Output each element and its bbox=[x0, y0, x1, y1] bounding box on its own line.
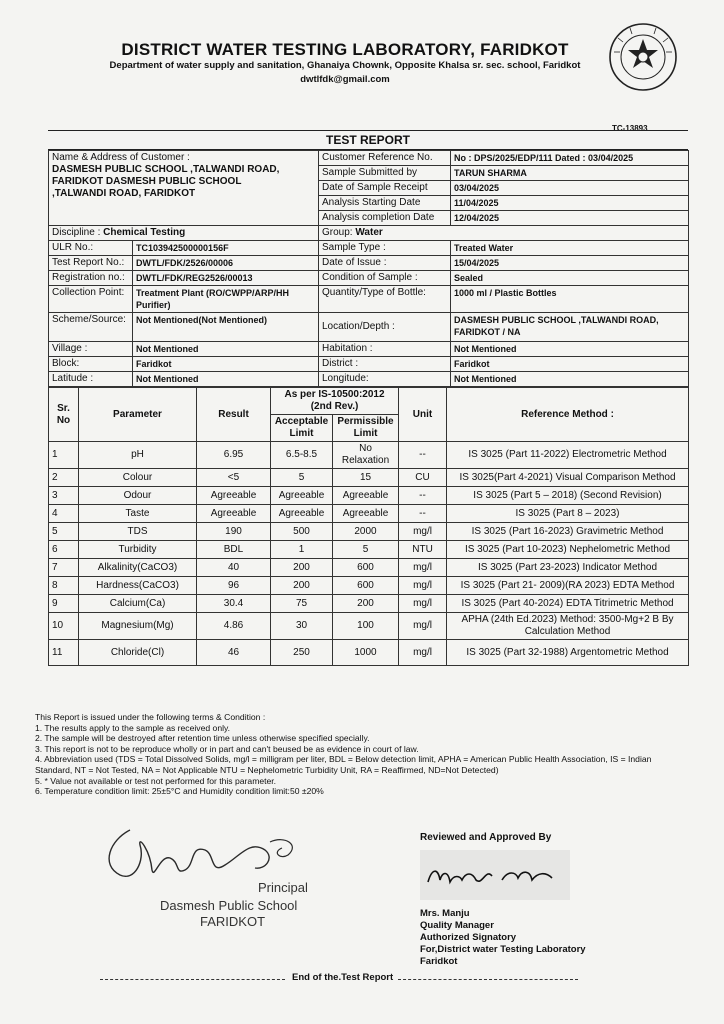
parameters-table bbox=[48, 387, 689, 666]
customer-value: DASMESH PUBLIC SCHOOL ,TALWANDI ROAD, FARIDKOT DASMESH PUBLIC SCHOOL ,TALWANDI ROAD, FARIDKOT bbox=[52, 164, 280, 199]
unit-cell: mg/l bbox=[399, 613, 447, 640]
result-header: Result bbox=[197, 388, 271, 442]
parameters-body bbox=[49, 442, 689, 666]
sr-cell: 1 bbox=[49, 442, 79, 469]
terms-conditions bbox=[35, 712, 675, 797]
parameter-row bbox=[49, 487, 689, 505]
parameter-row bbox=[49, 595, 689, 613]
acceptable-cell: 200 bbox=[271, 559, 333, 577]
registration-value: DWTL/FDK/REG2526/00013 bbox=[133, 271, 319, 286]
parameter-row bbox=[49, 577, 689, 595]
acceptable-cell: 500 bbox=[271, 523, 333, 541]
acceptable-cell: 30 bbox=[271, 613, 333, 640]
reference-cell: IS 3025 (Part 40-2024) EDTA Titrimetric Method bbox=[447, 595, 689, 613]
latitude-label: Latitude : bbox=[49, 372, 133, 387]
group-value: Water bbox=[355, 227, 383, 238]
lab-department: Department of water supply and sanitation, Ghanaiya Chownk, Opposite Khalsa sr. sec. school, Faridkot bbox=[109, 60, 581, 71]
reviewer-signature-block bbox=[420, 832, 660, 967]
quantity-value: 1000 ml / Plastic Bottles bbox=[451, 286, 689, 313]
permissible-cell: 15 bbox=[333, 469, 399, 487]
date-receipt-label: Date of Sample Receipt bbox=[319, 181, 451, 196]
parameter-row bbox=[49, 559, 689, 577]
reviewer-authority: Authorized Signatory bbox=[420, 932, 517, 943]
parameter-cell: Colour bbox=[79, 469, 197, 487]
permissible-cell: Agreeable bbox=[333, 505, 399, 523]
customer-label: Name & Address of Customer : bbox=[52, 152, 190, 163]
terms-line: 6. Temperature condition limit: 25±5°C and Humidity condition limit:50 ±20% bbox=[35, 786, 324, 797]
customer-info-table bbox=[48, 150, 689, 387]
longitude-value: Not Mentioned bbox=[451, 372, 689, 387]
terms-line: 4. Abbreviation used (TDS = Total Dissolved Solids, mg/l = milligram per liter, BDL = Below detection limit, APHA = American Public Health Association, IS = Indian Standard, NT = Not Tested, NA = Not Applicable NTU = Nephelometric Turbidity Unit, RA = Reaffirmed, ND=Not Detected) bbox=[35, 754, 652, 775]
district-label: District : bbox=[319, 357, 451, 372]
habitation-label: Habitation : bbox=[319, 342, 451, 357]
unit-cell: mg/l bbox=[399, 577, 447, 595]
result-cell: 30.4 bbox=[197, 595, 271, 613]
group-label: Group: bbox=[322, 227, 353, 238]
unit-header: Unit bbox=[399, 388, 447, 442]
date-issue-value: 15/04/2025 bbox=[451, 256, 689, 271]
analysis-completion-label: Analysis completion Date bbox=[319, 211, 451, 226]
permissible-cell: Agreeable bbox=[333, 487, 399, 505]
parameter-cell: Magnesium(Mg) bbox=[79, 613, 197, 640]
sr-cell: 2 bbox=[49, 469, 79, 487]
unit-cell: -- bbox=[399, 442, 447, 469]
principal-school: Dasmesh Public School bbox=[160, 898, 298, 913]
quantity-label: Quantity/Type of Bottle: bbox=[319, 286, 451, 313]
test-report-label: Test Report No.: bbox=[49, 256, 133, 271]
result-cell: BDL bbox=[197, 541, 271, 559]
parameter-row bbox=[49, 640, 689, 666]
acceptable-cell: 250 bbox=[271, 640, 333, 666]
permissible-cell: 200 bbox=[333, 595, 399, 613]
sample-submitted-value: TARUN SHARMA bbox=[451, 166, 689, 181]
reviewer-org: For,District water Testing Laboratory bbox=[420, 944, 586, 955]
customer-cell bbox=[49, 151, 319, 226]
result-cell: Agreeable bbox=[197, 487, 271, 505]
acceptable-cell: 1 bbox=[271, 541, 333, 559]
parameter-header: Parameter bbox=[79, 388, 197, 442]
village-label: Village : bbox=[49, 342, 133, 357]
unit-cell: mg/l bbox=[399, 640, 447, 666]
condition-value: Sealed bbox=[451, 271, 689, 286]
sample-type-value: Treated Water bbox=[451, 241, 689, 256]
permissible-cell: 600 bbox=[333, 577, 399, 595]
analysis-completion-value: 12/04/2025 bbox=[451, 211, 689, 226]
parameter-cell: Taste bbox=[79, 505, 197, 523]
scheme-value: Not Mentioned(Not Mentioned) bbox=[133, 313, 319, 342]
acceptable-cell: Agreeable bbox=[271, 487, 333, 505]
unit-cell: CU bbox=[399, 469, 447, 487]
reference-header: Reference Method : bbox=[447, 388, 689, 442]
reference-cell: IS 3025 (Part 10-2023) Nephelometric Method bbox=[447, 541, 689, 559]
reference-cell: IS 3025 (Part 23-2023) Indicator Method bbox=[447, 559, 689, 577]
reviewer-name: Mrs. Manju bbox=[420, 908, 470, 919]
sr-cell: 11 bbox=[49, 640, 79, 666]
discipline-cell bbox=[49, 226, 319, 241]
permissible-cell: 100 bbox=[333, 613, 399, 640]
longitude-label: Longitude: bbox=[319, 372, 451, 387]
reviewer-place: Faridkot bbox=[420, 956, 458, 967]
lab-email: dwtlfdk@gmail.com bbox=[300, 74, 390, 85]
reference-cell: IS 3025 (Part 5 – 2018) (Second Revision) bbox=[447, 487, 689, 505]
discipline-label: Discipline : bbox=[52, 227, 101, 238]
date-issue-label: Date of Issue : bbox=[319, 256, 451, 271]
location-label: Location/Depth : bbox=[319, 313, 451, 342]
collection-label: Collection Point: bbox=[49, 286, 133, 313]
footer-divider-right bbox=[398, 979, 578, 980]
principal-city: FARIDKOT bbox=[200, 914, 266, 929]
report-footer bbox=[100, 972, 580, 986]
result-cell: 4.86 bbox=[197, 613, 271, 640]
acceptable-cell: Agreeable bbox=[271, 505, 333, 523]
parameter-cell: Calcium(Ca) bbox=[79, 595, 197, 613]
tc-number: TC-13893 bbox=[612, 124, 648, 133]
reviewer-details bbox=[420, 908, 586, 968]
parameter-cell: Hardness(CaCO3) bbox=[79, 577, 197, 595]
condition-label: Condition of Sample : bbox=[319, 271, 451, 286]
principal-signature-block bbox=[80, 820, 350, 950]
parameter-cell: TDS bbox=[79, 523, 197, 541]
reference-cell: IS 3025 (Part 32-1988) Argentometric Method bbox=[447, 640, 689, 666]
sr-cell: 3 bbox=[49, 487, 79, 505]
sample-submitted-label: Sample Submitted by bbox=[319, 166, 451, 181]
test-report-value: DWTL/FDK/2526/00006 bbox=[133, 256, 319, 271]
sr-cell: 4 bbox=[49, 505, 79, 523]
lab-seal-icon bbox=[608, 22, 678, 92]
result-cell: 96 bbox=[197, 577, 271, 595]
scheme-label: Scheme/Source: bbox=[49, 313, 133, 342]
location-value: DASMESH PUBLIC SCHOOL ,TALWANDI ROAD, FARIDKOT / NA bbox=[451, 313, 689, 342]
analysis-start-label: Analysis Starting Date bbox=[319, 196, 451, 211]
terms-line: 1. The results apply to the sample as received only. bbox=[35, 722, 231, 733]
unit-cell: mg/l bbox=[399, 595, 447, 613]
unit-cell: -- bbox=[399, 505, 447, 523]
sample-type-label: Sample Type : bbox=[319, 241, 451, 256]
result-cell: 190 bbox=[197, 523, 271, 541]
parameter-cell: Alkalinity(CaCO3) bbox=[79, 559, 197, 577]
reference-cell: IS 3025 (Part 16-2023) Gravimetric Method bbox=[447, 523, 689, 541]
result-cell: Agreeable bbox=[197, 505, 271, 523]
analysis-start-value: 11/04/2025 bbox=[451, 196, 689, 211]
collection-value: Treatment Plant (RO/CWPP/ARP/HH Purifier) bbox=[133, 286, 319, 313]
reference-cell: IS 3025(Part 4-2021) Visual Comparison Method bbox=[447, 469, 689, 487]
acceptable-header: Acceptable Limit bbox=[271, 415, 333, 442]
reference-cell: APHA (24th Ed.2023) Method: 3500-Mg+2 B By Calculation Method bbox=[447, 613, 689, 640]
parameter-row bbox=[49, 469, 689, 487]
ulr-value: TC103942500000156F bbox=[133, 241, 319, 256]
permissible-cell: 600 bbox=[333, 559, 399, 577]
reviewed-label: Reviewed and Approved By bbox=[420, 832, 552, 843]
principal-role: Principal bbox=[258, 880, 308, 895]
customer-ref-label: Customer Reference No. bbox=[319, 151, 451, 166]
parameter-cell: Odour bbox=[79, 487, 197, 505]
result-cell: 46 bbox=[197, 640, 271, 666]
terms-line: 2. The sample will be destroyed after retention time unless otherwise specified specially. bbox=[35, 733, 370, 744]
footer-divider-left bbox=[100, 979, 285, 980]
sr-cell: 5 bbox=[49, 523, 79, 541]
reviewer-signature-icon bbox=[420, 850, 570, 900]
sr-header: Sr. No bbox=[49, 388, 79, 442]
acceptable-cell: 75 bbox=[271, 595, 333, 613]
block-value: Faridkot bbox=[133, 357, 319, 372]
customer-ref-value: No : DPS/2025/EDP/111 Dated : 03/04/2025 bbox=[451, 151, 689, 166]
sr-cell: 7 bbox=[49, 559, 79, 577]
acceptable-cell: 200 bbox=[271, 577, 333, 595]
parameter-cell: Turbidity bbox=[79, 541, 197, 559]
permissible-cell: No Relaxation bbox=[333, 442, 399, 469]
report-title: TEST REPORT bbox=[48, 130, 688, 150]
unit-cell: NTU bbox=[399, 541, 447, 559]
parameter-row bbox=[49, 442, 689, 469]
parameter-cell: pH bbox=[79, 442, 197, 469]
discipline-value: Chemical Testing bbox=[103, 227, 186, 238]
group-cell bbox=[319, 226, 689, 241]
unit-cell: -- bbox=[399, 487, 447, 505]
parameter-cell: Chloride(Cl) bbox=[79, 640, 197, 666]
district-value: Faridkot bbox=[451, 357, 689, 372]
ulr-label: ULR No.: bbox=[49, 241, 133, 256]
permissible-cell: 5 bbox=[333, 541, 399, 559]
permissible-cell: 2000 bbox=[333, 523, 399, 541]
reference-cell: IS 3025 (Part 11-2022) Electrometric Method bbox=[447, 442, 689, 469]
parameter-row bbox=[49, 523, 689, 541]
terms-line: This Report is issued under the following terms & Condition : bbox=[35, 712, 266, 722]
parameter-row bbox=[49, 505, 689, 523]
reviewer-designation: Quality Manager bbox=[420, 920, 494, 931]
parameter-row bbox=[49, 613, 689, 640]
permissible-cell: 1000 bbox=[333, 640, 399, 666]
unit-cell: mg/l bbox=[399, 559, 447, 577]
footer-text: End of the.Test Report bbox=[292, 972, 394, 983]
result-cell: 6.95 bbox=[197, 442, 271, 469]
reference-cell: IS 3025 (Part 21- 2009)(RA 2023) EDTA Method bbox=[447, 577, 689, 595]
sr-cell: 8 bbox=[49, 577, 79, 595]
result-cell: 40 bbox=[197, 559, 271, 577]
sr-cell: 10 bbox=[49, 613, 79, 640]
standard-header: As per IS-10500:2012 (2nd Rev.) bbox=[271, 388, 399, 415]
report-frame bbox=[48, 130, 688, 666]
habitation-value: Not Mentioned bbox=[451, 342, 689, 357]
lab-title: DISTRICT WATER TESTING LABORATORY, FARIDKOT bbox=[121, 40, 569, 59]
block-label: Block: bbox=[49, 357, 133, 372]
latitude-value: Not Mentioned bbox=[133, 372, 319, 387]
village-value: Not Mentioned bbox=[133, 342, 319, 357]
sr-cell: 6 bbox=[49, 541, 79, 559]
acceptable-cell: 5 bbox=[271, 469, 333, 487]
terms-line: 3. This report is not to be reproduce wholly or in part and can't beused be as evidence in court of law. bbox=[35, 743, 419, 754]
date-receipt-value: 03/04/2025 bbox=[451, 181, 689, 196]
parameter-row bbox=[49, 541, 689, 559]
unit-cell: mg/l bbox=[399, 523, 447, 541]
terms-line: 5. * Value not available or test not performed for this parameter. bbox=[35, 775, 277, 786]
sr-cell: 9 bbox=[49, 595, 79, 613]
result-cell: <5 bbox=[197, 469, 271, 487]
permissible-header: Permissible Limit bbox=[333, 415, 399, 442]
registration-label: Registration no.: bbox=[49, 271, 133, 286]
acceptable-cell: 6.5-8.5 bbox=[271, 442, 333, 469]
reference-cell: IS 3025 (Part 8 – 2023) bbox=[447, 505, 689, 523]
